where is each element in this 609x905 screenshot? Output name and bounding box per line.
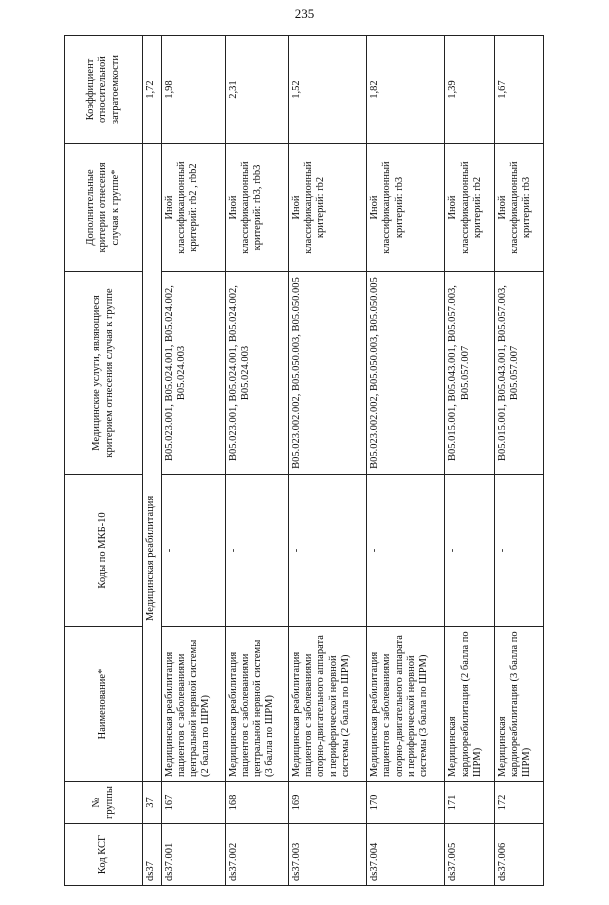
row-coefficient: 2,31 [225,36,289,144]
row-criteria: Иной классификационный критерий: rb3 [367,144,445,272]
row-group: 167 [162,782,226,824]
row-services: B05.015.001, B05.043.001, B05.057.003, B05.057.007 [494,272,543,475]
row-name: Медицинская реабилитация пациентов с заболеваниями опорно-двигательного аппарата и периферической нервной системы (3 балла по ШРМ) [367,627,445,782]
page-number: 235 [294,6,315,21]
row-code: ds37.001 [162,824,226,886]
row-icd: - [162,475,226,627]
table-row [445,36,494,886]
row-group: 169 [289,782,367,824]
header-criteria: Дополнительные критерии отнесения случая к группе* [65,144,143,272]
ksg-table [64,35,544,886]
header-name: Наименование* [65,627,143,782]
row-icd: - [367,475,445,627]
row-name: Медицинская реабилитация пациентов с заболеваниями центральной нервной системы (3 балла по ШРМ) [225,627,289,782]
section-coefficient: 1,72 [143,36,162,144]
row-group: 170 [367,782,445,824]
row-criteria: Иной классификационный критерий: rb2 [289,144,367,272]
row-name: Медицинская кардиореабилитация (2 балла по ШРМ) [445,627,494,782]
row-icd: - [225,475,289,627]
row-icd: - [289,475,367,627]
row-services: B05.015.001, B05.043.001, B05.057.003, B05.057.007 [445,272,494,475]
row-name: Медицинская реабилитация пациентов с заболеваниями опорно-двигательного аппарата и периферической нервной системы (2 балла по ШРМ) [289,627,367,782]
section-group: 37 [143,782,162,824]
row-services: B05.023.001, B05.024.001, B05.024.002, B05.024.003 [225,272,289,475]
row-coefficient: 1,39 [445,36,494,144]
row-criteria: Иной классификационный критерий: rb3, rbb3 [225,144,289,272]
row-code: ds37.005 [445,824,494,886]
row-coefficient: 1,67 [494,36,543,144]
row-criteria: Иной классификационный критерий: rb3 [494,144,543,272]
header-icd: Коды по МКБ-10 [65,475,143,627]
row-code: ds37.004 [367,824,445,886]
row-group: 172 [494,782,543,824]
row-coefficient: 1,98 [162,36,226,144]
header-code: Код КСГ [65,824,143,886]
header-group: № группы [65,782,143,824]
table-row [225,36,289,886]
table-header-row [65,36,143,886]
section-row [143,36,162,886]
row-coefficient: 1,52 [289,36,367,144]
section-code: ds37 [143,824,162,886]
rotated-table-container [64,36,544,886]
row-group: 168 [225,782,289,824]
table-row [494,36,543,886]
row-name: Медицинская реабилитация пациентов с заболеваниями центральной нервной системы (2 балла по ШРМ) [162,627,226,782]
row-services: B05.023.002.002, B05.050.003, B05.050.005 [367,272,445,475]
row-code: ds37.003 [289,824,367,886]
table-row [367,36,445,886]
row-criteria: Иной классификационный критерий: rb2 , rbb2 [162,144,226,272]
row-icd: - [494,475,543,627]
row-code: ds37.006 [494,824,543,886]
row-services: B05.023.002.002, B05.050.003, B05.050.005 [289,272,367,475]
row-services: B05.023.001, B05.024.001, B05.024.002, B05.024.003 [162,272,226,475]
section-title: Медицинская реабилитация [143,144,162,782]
table-row [162,36,226,886]
row-icd: - [445,475,494,627]
header-coefficient: Коэффициент относительной затратоемкости [65,36,143,144]
row-coefficient: 1,82 [367,36,445,144]
header-services: Медицинские услуги, являющиеся критерием отнесения случая к группе [65,272,143,475]
row-name: Медицинская кардиореабилитация (3 балла по ШРМ) [494,627,543,782]
table-row [289,36,367,886]
row-group: 171 [445,782,494,824]
row-code: ds37.002 [225,824,289,886]
row-criteria: Иной классификационный критерий: rb2 [445,144,494,272]
